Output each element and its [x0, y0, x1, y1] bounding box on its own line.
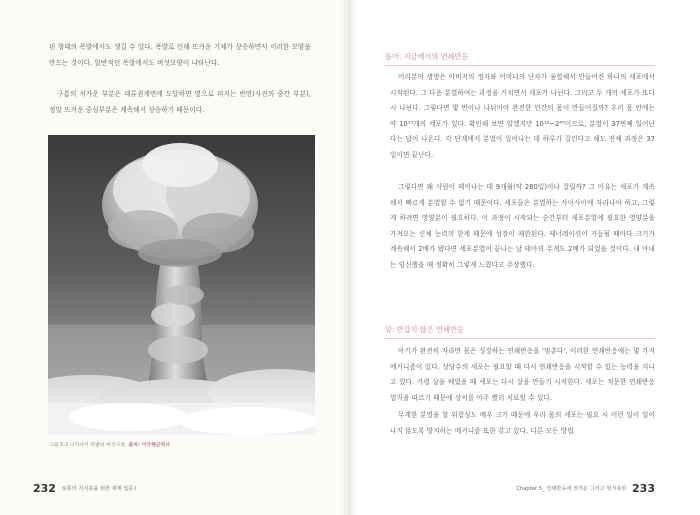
right-paragraph-1: 어리분의 생명은 아버지의 정자와 어머니의 난자가 융합해서 만들어진 하나의 세포에서 시작된다. 그 다음 분열하여는 과정을 거치면서 세포가 나뉜다. 그리고 두 개의 세포가 또다시 나뉜다. 그렇다면 몇 번이나 나뉘어야 완전한 인간의 몸이 만들어질까? 우리 몸 안에는 약 10¹³개의 세포가 있다. 확인해 보면 알겠지만 10¹²~2⁴³이므로, 분열이 37번째 일어난다는 답이 나온다. 각 단계에서 분열이 일어나는 데 하루가 걸린다고 해도 전체 과정은 37일이면 끝난다.: [390, 73, 655, 159]
left-paragraph-2: 구름의 처가운 부분은 대류권계면에 도달하면 옆으로 퍼지는 반면(사진의 중간 부분), 정말 뜨거운 중심부분은 계속해서 상승하기 때문이다.: [49, 90, 311, 114]
page-number-left: 232: [33, 482, 56, 495]
right-paragraph-3: 아기가 완전히 자라면 몸은 성장하는 연쇄반응을 '멈춘다'. 이러한 연쇄반응에는 몇 가지 메커니즘이 있다. 상당수의 세포는 필요할 때 다시 연쇄반응을 시작할 수 있는 능력을 지니고 있다. 가령 살을 베었을 때 세포는 다시 살을 만들기 시작한다. 세포는 적문한 연쇄반응 법칙을 따르기 때문에 상처를 아주 빨리 치료할 수 있다.: [390, 347, 655, 402]
book-gutter: [340, 0, 360, 515]
caption-label: 그림 5-2 나가사키 폭발의 버섯구름.: [49, 443, 127, 448]
right-paragraph-2: 그렇다면 왜 사람이 태어나는 데 9개월(약 280일)이나 걸릴까? 그 이유는 세포가 계속해서 빠르게 분열할 수 없기 때문이다. 세포들은 분열하는 사이사이에 자라나야 하고, 그렇게 하려면 영양분이 필요하다. 이 과정이 시작되는 순간부터 세포분열에 필요한 영양분을 가져오는 신체 능력의 한계 때문에 성장이 제한된다. 제너레이션이 거듭될 때마다 크기가 계속해서 2배가 됐다면 세포분열이 끝나는 날 태아의 무게도 2배가 되었을 것이다. 내 아내는 임신했을 때 정확히 그렇게 느꼈다고 주장했다.: [390, 183, 655, 269]
section-heading-2: 암: 반갑지 않은 연쇄반응: [385, 325, 655, 339]
left-paragraph-1: 핀 형태의 폭발에서도 생길 수 있다. 폭발로 인해 뜨거운 기체가 상승하면서 이러한 모양을 만드는 것이다. 일반적인 폭발에서도 버섯모양이 나타난다.: [49, 43, 311, 67]
footer-title-right: Chapter 5_ 연쇄반응에 정처둔 그리고 현저폭탄: [516, 486, 627, 492]
right-footer: [516, 482, 655, 495]
right-paragraph-4: 무계한 분열을 할 위험성도 매우 크기 때문에 우리 몸의 세포는 필요 시 이런 일이 일어나지 않도록 방지하는 메커니즘 또한 갖고 있다. 다른 모든 방법: [390, 411, 655, 435]
page-number-right: 233: [632, 482, 655, 495]
mushroom-cloud-image: [48, 135, 315, 435]
caption-source: 출처: 미국해군역사: [128, 443, 171, 448]
photo-caption: [49, 441, 309, 448]
left-footer: [33, 482, 137, 495]
section-heading-1: 돌아: 지금에서의 연쇄반응: [385, 52, 655, 66]
footer-title-left: 보통의 지식층을 위한 세계 입문 I: [61, 486, 137, 492]
mushroom-cloud-photo: [48, 135, 315, 435]
